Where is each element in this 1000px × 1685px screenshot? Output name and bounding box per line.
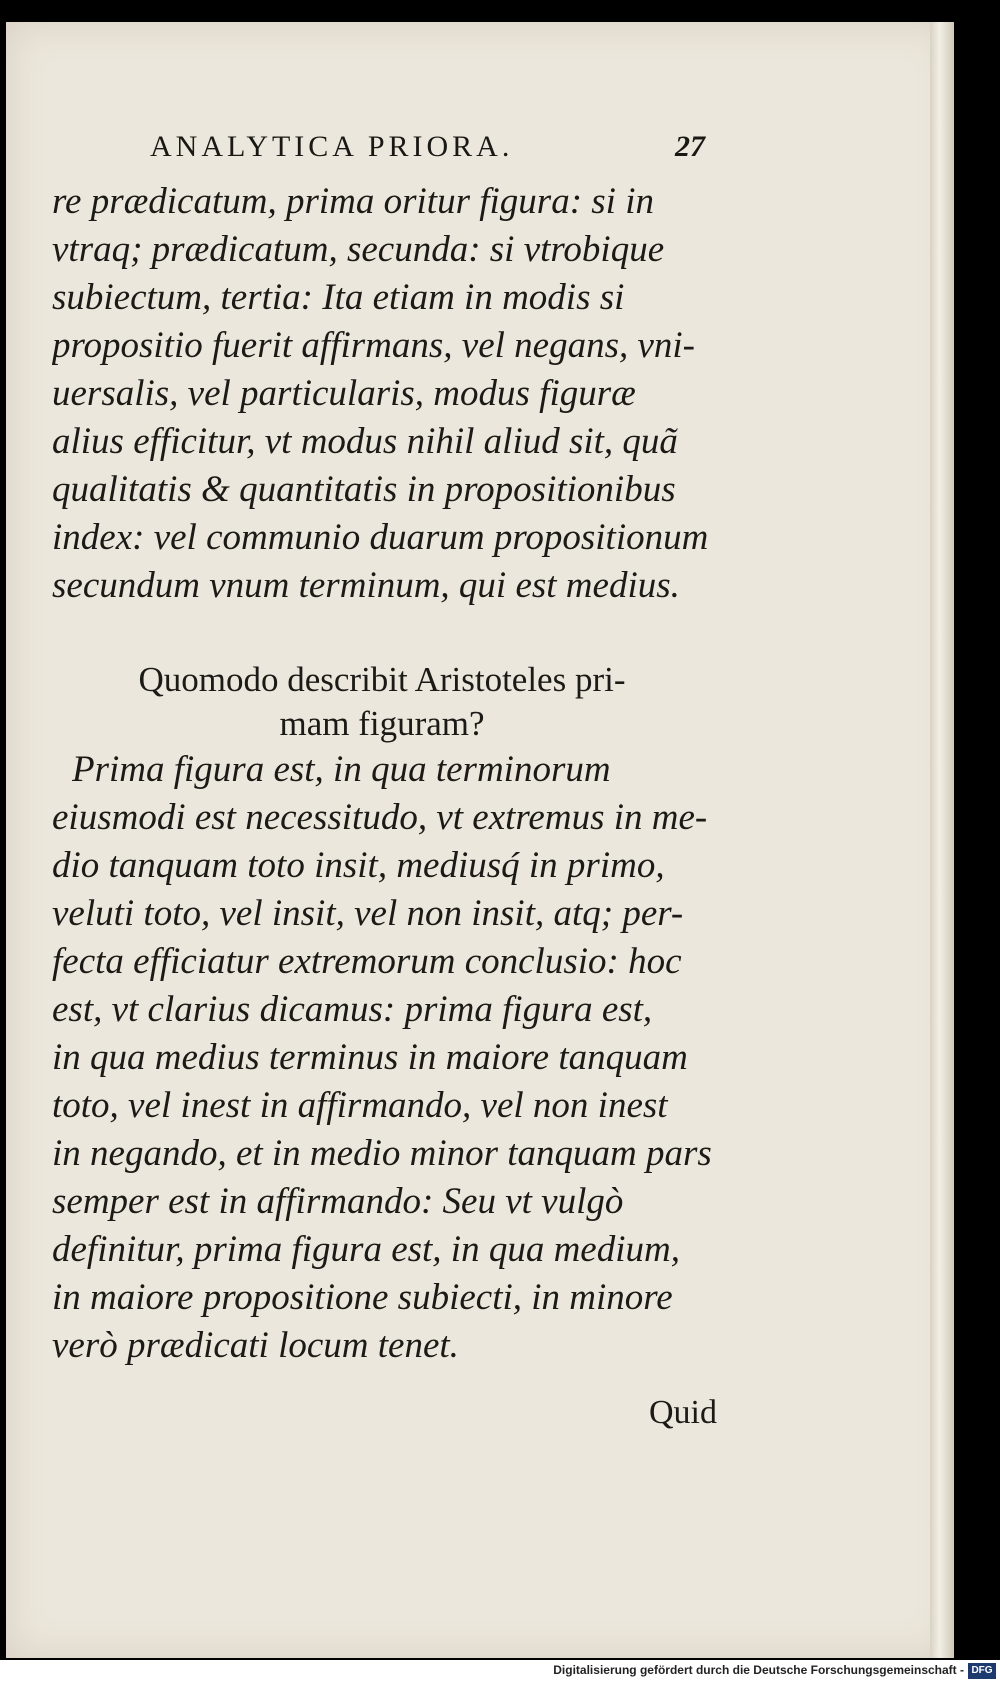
catchword: Quid xyxy=(649,1394,717,1431)
footer-bar xyxy=(0,1660,1000,1685)
section-heading: mam figuram? xyxy=(279,704,485,743)
text-line: fecta efficiatur extremorum conclusio: hoc xyxy=(52,941,682,982)
text-line: eiusmodi est necessitudo, vt extremus in me- xyxy=(52,797,708,838)
text-line: alius efficitur, vt modus nihil aliud sit, quã xyxy=(52,421,678,462)
text-line: qualitatis & quantitatis in propositionibus xyxy=(52,469,676,510)
text-line: index: vel communio duarum propositionum xyxy=(52,517,709,558)
text-line: vtraq; prædicatum, secunda: si vtrobique xyxy=(52,229,665,270)
page-number: 27 xyxy=(675,130,705,163)
text-line: veluti toto, vel insit, vel non insit, atq; per- xyxy=(52,893,684,934)
text-line: toto, vel inest in affirmando, vel non inest xyxy=(52,1085,668,1126)
text-line: in maiore propositione subiecti, in minore xyxy=(52,1277,673,1318)
text-line: in negando, et in medio minor tanquam pars xyxy=(52,1133,712,1174)
text-line: est, vt clarius dicamus: prima figura est, xyxy=(52,989,653,1030)
text-line: semper est in affirmando: Seu vt vulgò xyxy=(52,1181,624,1222)
text-line: re prædicatum, prima oritur figura: si in xyxy=(52,181,654,222)
running-head xyxy=(150,130,705,170)
section-heading: Quomodo describit Aristoteles pri- xyxy=(138,660,626,699)
page-edge xyxy=(930,22,954,1658)
text-line: definitur, prima figura est, in qua medium, xyxy=(52,1229,680,1270)
text-line: Prima figura est, in qua terminorum xyxy=(72,749,611,790)
text-line: verò prædicati locum tenet. xyxy=(52,1325,459,1366)
text-line: uersalis, vel particularis, modus figuræ xyxy=(52,373,636,414)
text-line: dio tanquam toto insit, mediusq́ in primo, xyxy=(52,845,665,886)
text-line: secundum vnum terminum, qui est medius. xyxy=(52,565,680,606)
text-line: propositio fuerit affirmans, vel negans, vni- xyxy=(52,325,696,366)
footer-credit: Digitalisierung gefördert durch die Deutsche Forschungsgemeinschaft - xyxy=(553,1663,964,1677)
dfg-logo: DFG xyxy=(968,1663,996,1679)
running-title: ANALYTICA PRIORA. xyxy=(150,130,514,163)
text-line: in qua medius terminus in maiore tanquam xyxy=(52,1037,688,1078)
text-line: subiectum, tertia: Ita etiam in modis si xyxy=(52,277,625,318)
